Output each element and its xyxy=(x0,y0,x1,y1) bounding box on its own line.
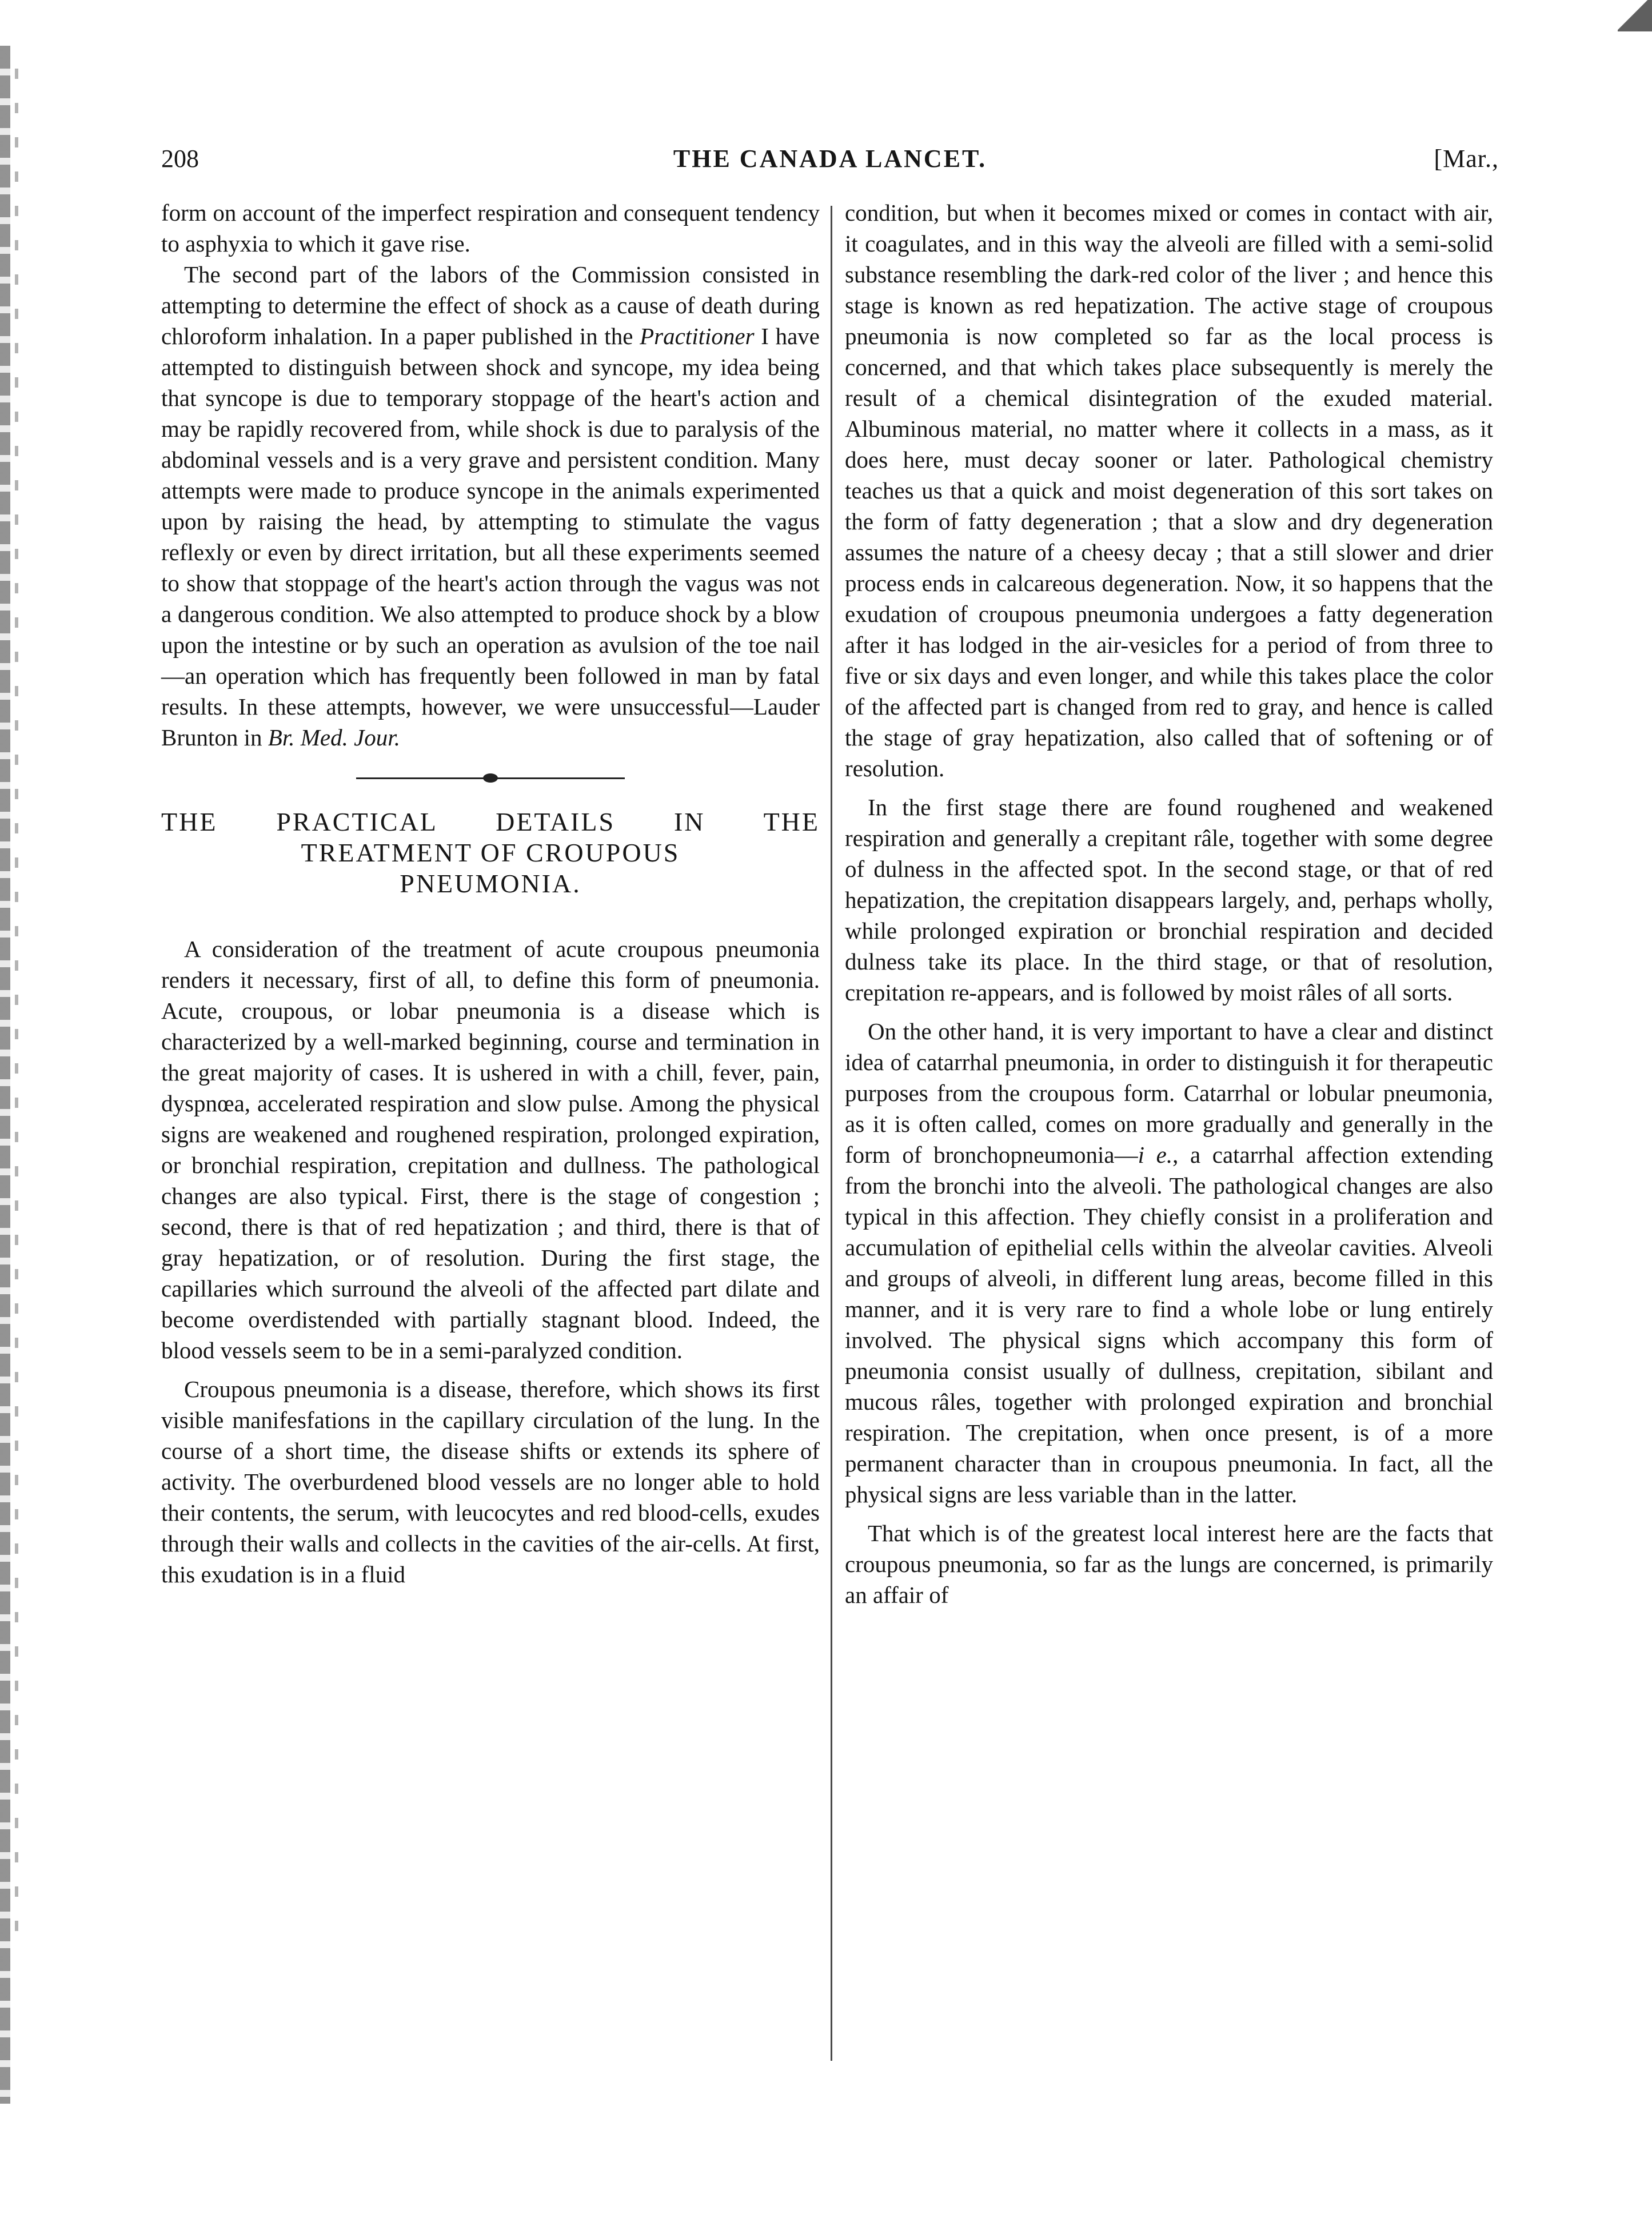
section-divider-ornament xyxy=(356,772,625,784)
divider-dot xyxy=(483,773,498,783)
paragraph-local-interest: That which is of the greatest local interest here are the facts that croupous pneumonia, so far as the lungs are concerned, is primarily an affair of xyxy=(845,1520,1493,1608)
article-title-line: THE PRACTICAL DETAILS IN THE xyxy=(161,807,820,836)
article-title-line: PNEUMONIA. xyxy=(400,869,581,898)
paragraph-continued: form on account of the imperfect respiration and consequent tendency to asphyxia to which it gave rise. xyxy=(161,200,820,257)
binding-edge-shadow xyxy=(0,46,10,2104)
binding-edge-marks xyxy=(15,69,18,1955)
page-corner-fold xyxy=(1618,0,1652,31)
right-column xyxy=(845,197,1493,1610)
paragraph-commission xyxy=(161,259,820,753)
page-number: 208 xyxy=(161,145,199,173)
source-citation: Br. Med. Jour. xyxy=(268,724,400,751)
left-column xyxy=(161,197,820,1590)
paragraph-catarrhal xyxy=(845,1016,1493,1510)
abbreviation-ie: i e. xyxy=(1138,1142,1173,1168)
paragraph-text: I have attempted to distinguish between shock and syncope, my idea being that syncope is due to temporary stoppage of the heart's action and may be rapidly recovered from, while shock is due to paralysis of the abdominal vessels and is a very grave and persistent condition. Many attempts were made to produce syncope in the animals experimented upon by raising the head, by attempting to stimulate the vagus reflexly or even by direct irritation, but all these experiments seemed to show that stoppage of the heart's action through the vagus was not a dangerous condition. We also attempted to produce shock by a blow upon the intestine or by such an operation as avulsion of the toe nail—an operation which has frequently been followed in man by fatal results. In these attempts, however, we were unsuccessful—Lauder Brunton in xyxy=(161,323,820,751)
paragraph-stages: In the first stage there are found roughened and weakened respiration and generally a crepitant râle, together with some degree of dulness in the affected spot. In the second stage, or that of red hepatization, the crepitation disappears largely, and, perhaps wholly, while prolonged expiration or bronchial respiration and decided dulness take its place. In the third stage, or that of resolution, crepitation re-appears, and is followed by moist râles of all sorts. xyxy=(845,794,1493,1006)
column-rule xyxy=(831,206,832,2061)
article-title xyxy=(161,807,820,899)
journal-name-practitioner: Practitioner xyxy=(640,323,755,349)
paragraph-croupous: Croupous pneumonia is a disease, therefore, which shows its first visible manifesfations in the capillary circulation of the lung. In the course of a short time, the disease shifts or extends its sphere of activity. The overburdened blood vessels are no longer able to hold their contents, the serum, with leucocytes and red blood-cells, exudes through their walls and collects in the cavities of the air-cells. At first, this exudation is in a fluid xyxy=(161,1376,820,1587)
article-title-line: TREATMENT OF CROUPOUS xyxy=(301,838,680,867)
issue-month: [Mar., xyxy=(1434,145,1499,173)
paragraph-definition: A consideration of the treatment of acute croupous pneumonia renders it necessary, first of all, to define this form of pneumonia. Acute, croupous, or lobar pneumonia is a disease which is characterized by a well-marked beginning, course and termination in the great majority of cases. It is ushered in with a chill, fever, pain, dyspnœa, accelerated respiration and slow pulse. Among the physical signs are weakened and roughened respiration, prolonged expiration, or bronchial respiration, crepitation and dullness. The pathological changes are also typical. First, there is the stage of congestion ; second, there is that of red hepatization ; and third, there is that of gray hepatization, or of resolution. During the first stage, the capillaries which surround the alveoli of the affected part dilate and become overdistended with partially stagnant blood. Indeed, the blood vessels seem to be in a semi-paralyzed condition. xyxy=(161,936,820,1363)
running-header xyxy=(161,144,1499,184)
paragraph-continued: condition, but when it becomes mixed or comes in contact with air, it coagulates, and in this way the alveoli are filled with a semi-solid substance resembling the dark-red color of the liver ; and hence this stage is known as red hepatization. The active stage of croupous pneumonia is now completed so far as the local process is concerned, and that which takes place subsequently is merely the result of a chemical disintegration of the exuded material. Albuminous material, no matter where it collects in a mass, as it does here, must decay sooner or later. Pathological chemistry teaches us that a quick and moist degeneration of this sort takes on the form of fatty degeneration ; that a slow and dry degeneration assumes the nature of a cheesy decay ; that a still slower and drier process ends in calcareous degeneration. Now, it so happens that the exudation of croupous pneumonia undergoes a fatty degeneration after it has lodged in the air-vesicles for a period of from three to five or six days and even longer, and while this takes place the color of the affected part is changed from red to gray, and hence is called the stage of gray hepatization, also called that of softening or of resolution. xyxy=(845,200,1493,781)
paragraph-text: On the other hand, it is very important to have a clear and distinct idea of catarrhal pneumonia, in order to distinguish it for therapeutic purposes from the croupous form. Catarrhal or lobular pneumonia, as it is often called, comes on more gradually and generally in the form of bronchopneumonia— xyxy=(845,1018,1493,1168)
journal-title: THE CANADA LANCET. xyxy=(673,145,987,173)
paragraph-text: , a catarrhal affection extending from the bronchi into the alveoli. The pathological changes are also typical in this affection. They chiefly consist in a proliferation and accumulation of epithelial cells within the alveolar cavities. Alveoli and groups of alveoli, in different lung areas, become filled in this manner, and it is very rare to find a whole lobe or lung entirely involved. The physical signs which accompany this form of pneumonia consist usually of dullness, crepitation, sibilant and mucous râles, together with prolonged expiration and bronchial respiration. The crepitation, when once present, is of a more permanent character than in croupous pneumonia. In fact, all the physical signs are less variable than in the latter. xyxy=(845,1142,1494,1507)
paragraph-text: The second part of the labors of the Commission consisted in attempting to determine the effect of shock as a cause of death during chloroform inhalation. In a paper published in the xyxy=(161,261,820,349)
